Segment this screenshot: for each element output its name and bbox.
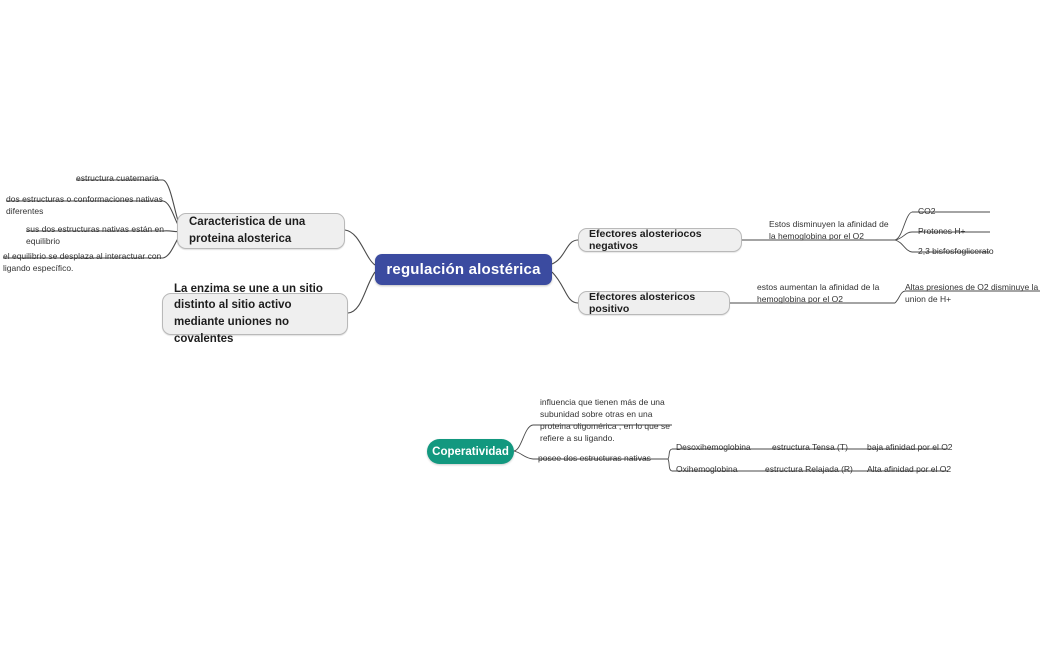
root-node[interactable]: [375, 254, 552, 285]
node-label: La enzima se une a un sitio distinto al sitio activo mediante uniones no covalentes: [174, 282, 323, 345]
leaf-desoxihemoglobina[interactable]: [676, 441, 761, 453]
node-enzima-sitio-distinto[interactable]: [162, 282, 348, 345]
leaf-estructura-cuaternaria[interactable]: [76, 172, 164, 184]
node-label: Caracteristica de una proteina alosterica: [189, 216, 306, 245]
leaf-label: Estos disminuyen la afinidad de la hemoglobina por el O2: [769, 219, 889, 242]
leaf-alta-afinidad-o2[interactable]: [867, 463, 977, 475]
leaf-coperatividad-descripcion[interactable]: [540, 396, 675, 444]
node-label: Efectores alostericos positivo: [589, 291, 696, 315]
leaf-label: 2,3 bisfosfoglicerato: [918, 246, 994, 256]
leaf-co2[interactable]: [918, 205, 1008, 217]
leaf-label: baja afinidad por el O2: [867, 442, 953, 452]
leaf-estructura-tensa[interactable]: [772, 441, 862, 453]
leaf-altas-presiones-o2[interactable]: [905, 281, 1045, 305]
leaf-negativos-descripcion[interactable]: [769, 218, 893, 242]
leaf-label: dos estructuras o conformaciones nativas diferentes: [6, 194, 163, 217]
leaf-bisfosfoglicerato[interactable]: [918, 245, 1018, 257]
leaf-label: estos aumentan la afinidad de la hemoglobina por el O2: [757, 282, 880, 305]
leaf-label: posee dos estructuras nativas: [538, 453, 651, 463]
root-node-label: regulación alostérica: [386, 261, 541, 278]
leaf-label: estructura Tensa (T): [772, 442, 848, 452]
leaf-estructura-relajada[interactable]: [765, 463, 860, 475]
node-efectores-positivos[interactable]: [578, 291, 730, 315]
node-label: Efectores alosteriocos negativos: [589, 228, 702, 252]
leaf-positivos-descripcion[interactable]: [757, 281, 885, 305]
leaf-label: sus dos estructuras nativas están en equilibrio: [26, 224, 164, 247]
leaf-baja-afinidad-o2[interactable]: [867, 441, 977, 453]
leaf-label: Altas presiones de O2 disminuye la union de H+: [905, 282, 1039, 305]
leaf-label: el equilibrio se desplaza al interactuar con ligando específico.: [3, 251, 162, 274]
leaf-label: CO2: [918, 206, 936, 216]
leaf-label: estructura cuaternaria: [76, 173, 159, 183]
leaf-protones-h[interactable]: [918, 225, 1008, 237]
leaf-label: influencia que tienen más de una subunidad sobre otras en una proteina oligomérica , en lo que se refiere a su ligando.: [540, 397, 670, 444]
leaf-label: estructura Relajada (R): [765, 464, 853, 474]
node-caracteristica-proteina-alosterica[interactable]: [177, 213, 345, 249]
leaf-label: Desoxihemoglobina: [676, 442, 751, 452]
node-label: Coperatividad: [432, 445, 509, 458]
leaf-oxihemoglobina[interactable]: [676, 463, 761, 475]
leaf-estructuras-en-equilibrio[interactable]: [26, 223, 164, 247]
leaf-label: Oxihemoglobina: [676, 464, 738, 474]
leaf-dos-estructuras-nativas[interactable]: [6, 193, 164, 217]
leaf-posee-dos-estructuras-nativas[interactable]: [538, 452, 668, 464]
leaf-label: Protones H+: [918, 226, 966, 236]
node-coperatividad[interactable]: [427, 439, 514, 464]
leaf-label: Alta afinidad por el O2: [867, 464, 952, 474]
leaf-equilibrio-se-desplaza[interactable]: [3, 250, 164, 274]
node-efectores-negativos[interactable]: [578, 228, 742, 252]
